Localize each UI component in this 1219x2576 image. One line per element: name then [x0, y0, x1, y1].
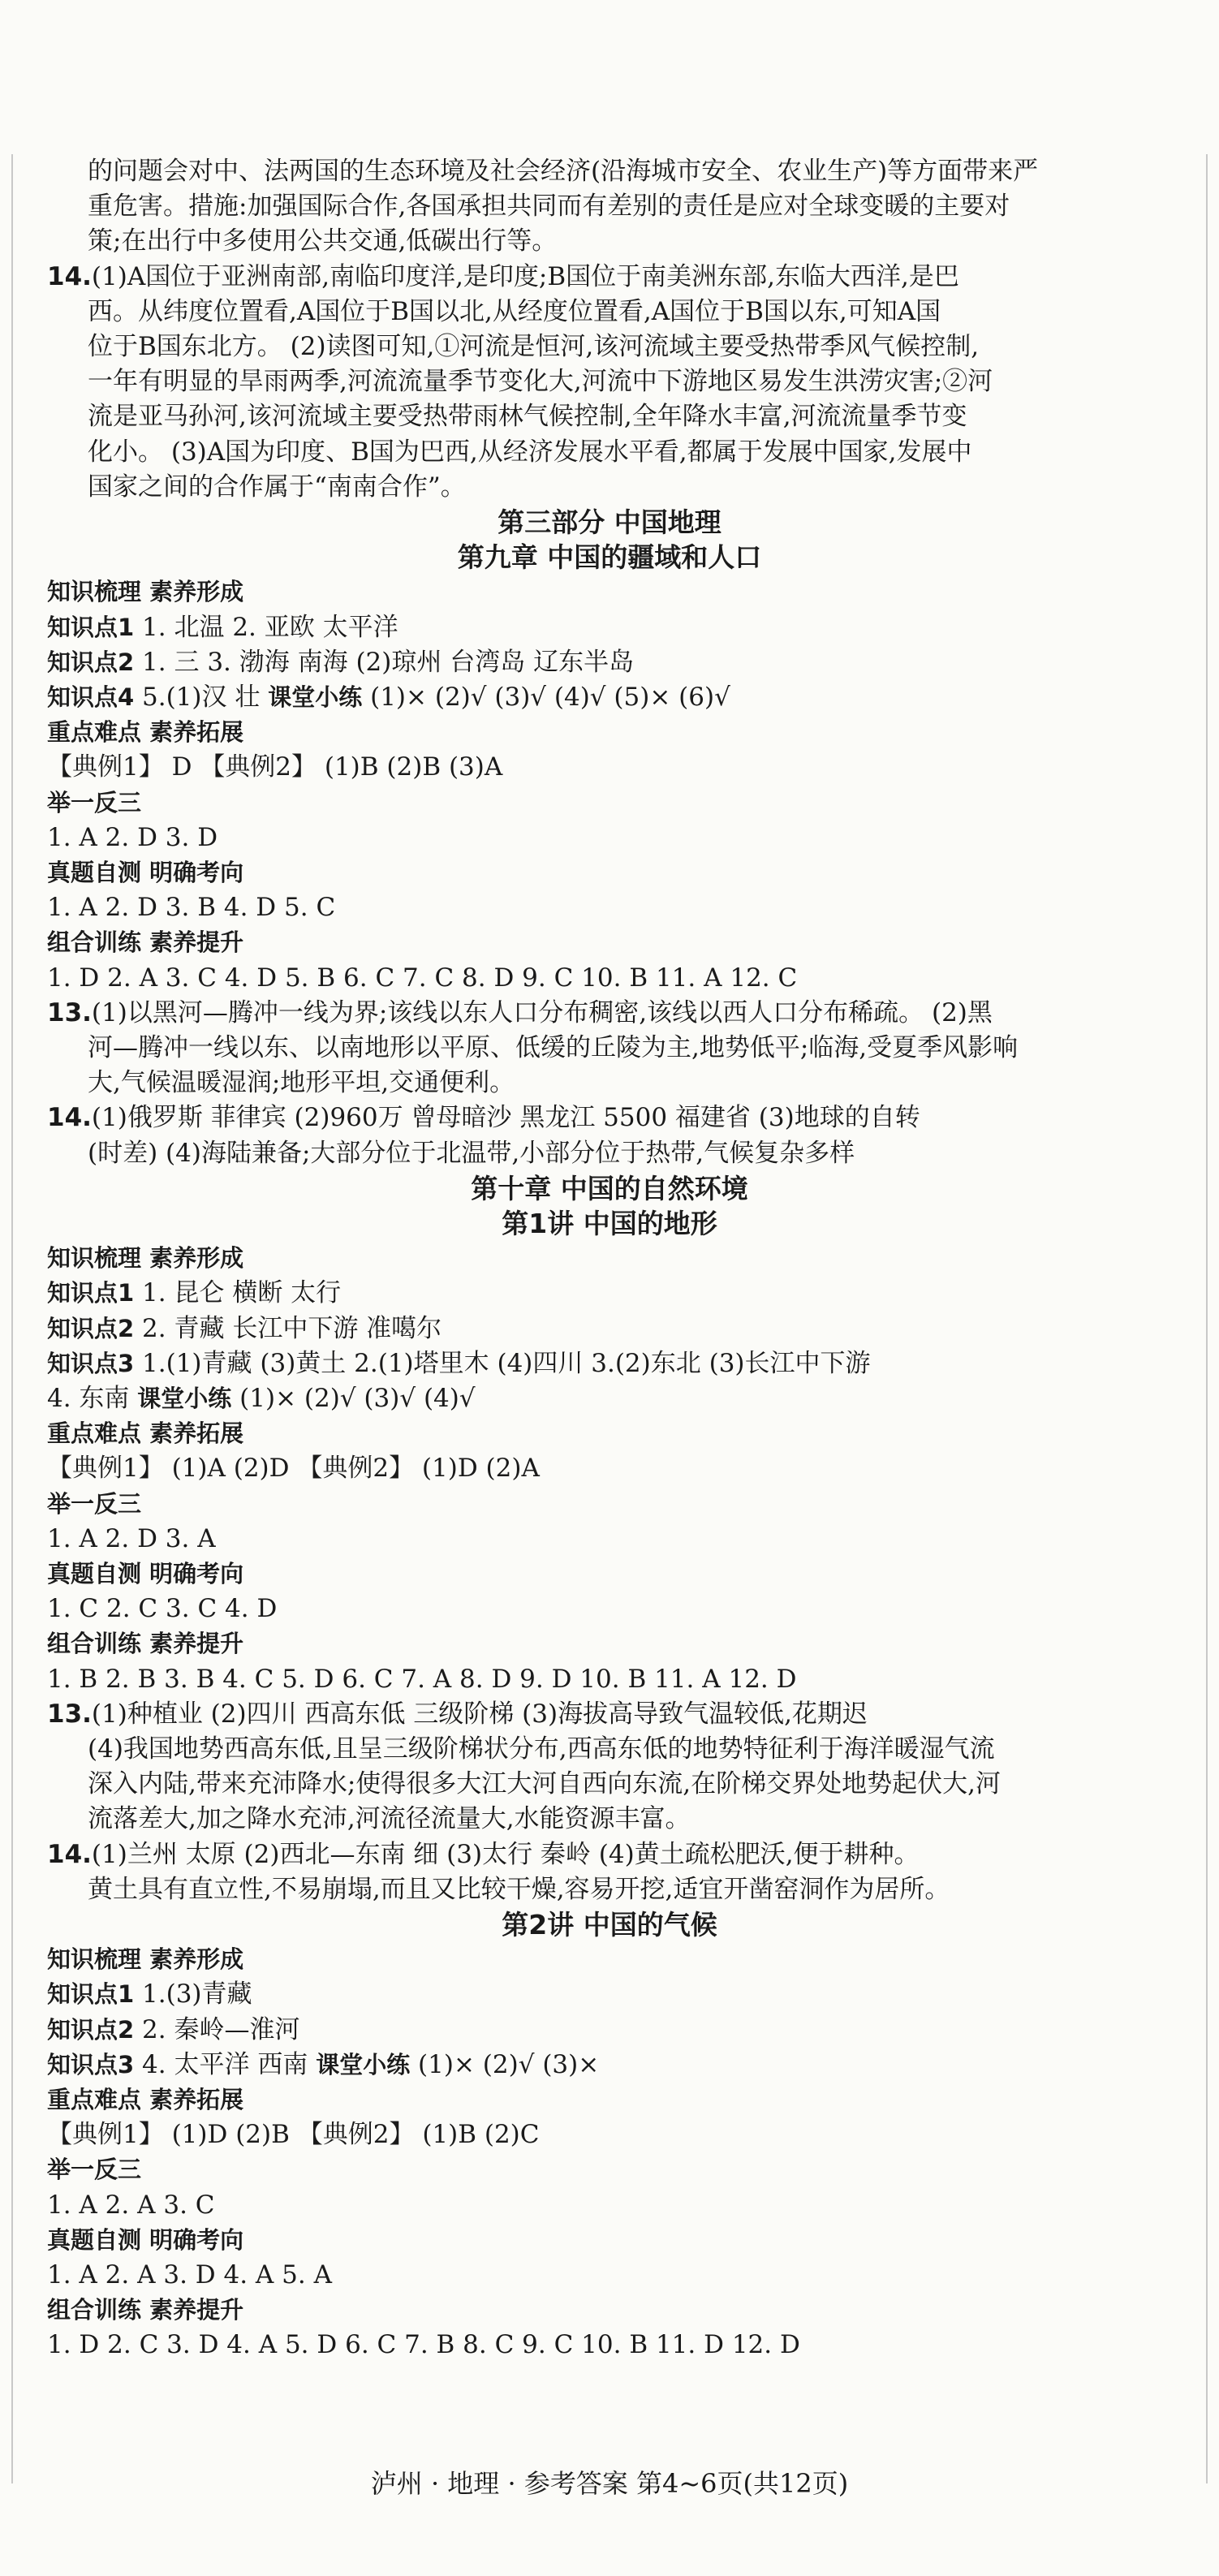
answer-text: 1. 昆仑 横断 太行	[134, 1278, 342, 1308]
answer-line	[47, 1346, 871, 1381]
section-heading: 组合训练 素养提升	[47, 928, 244, 957]
section-title: 第三部分 中国地理	[498, 506, 721, 538]
answer-line	[47, 610, 398, 645]
answer-text: 1. A 2. D 3. A	[47, 1523, 216, 1553]
page-footer: 泸州 · 地理 · 参考答案 第4~6页(共12页)	[370, 2468, 849, 2499]
answer-line	[47, 1241, 243, 1276]
answer-line	[47, 1626, 243, 1661]
answer-text: (1)A国位于亚洲南部,南临印度洋,是印度;B国位于南美洲东部,东临大西洋,是巴	[91, 261, 959, 291]
answer-text: 【典例1】 (1)D (2)B 【典例2】 (1)B (2)C	[47, 2120, 540, 2150]
answer-line	[47, 2013, 299, 2048]
answer-line	[47, 2152, 141, 2187]
section-heading: 知识梳理 素养形成	[47, 1244, 244, 1273]
section-heading: 知识点1	[47, 1980, 135, 2009]
answer-text: 1.(3)青藏	[134, 1979, 252, 2010]
answer-text: 1. A 2. A 3. C	[47, 2190, 215, 2220]
answer-text: (1)以黑河—腾冲一线为界;该线以东人口分布稠密,该线以西人口分布稀疏。 (2)黑	[91, 997, 993, 1027]
question-number: 14.	[47, 1839, 92, 1869]
answer-line	[47, 1487, 141, 1522]
answer-line	[88, 154, 1038, 189]
answer-line	[88, 189, 1010, 224]
section-heading: 重点难点 素养拓展	[47, 2086, 244, 2113]
answer-line	[88, 224, 557, 259]
answer-text: 深入内陆,带来充沛降水;使得很多大江大河自西向东流,在阶梯交界处地势起伏大,河	[88, 1769, 1001, 1799]
section-heading: 知识点1	[47, 613, 135, 641]
answer-line	[47, 2293, 243, 2328]
question-number: 13.	[47, 997, 92, 1027]
answer-text: 流落差大,加之降水充沛,河流径流量大,水能资源丰富。	[88, 1804, 691, 1834]
answer-text: 流是亚马孙河,该河流域主要受热带雨林气候控制,全年降水丰富,河流流量季节变	[88, 402, 967, 432]
answer-line	[47, 890, 335, 925]
answer-text: (1)兰州 太原 (2)西北—东南 细 (3)太行 秦岭 (4)黄土疏松肥沃,便于耕种。	[91, 1839, 920, 1869]
section-heading: 真题自测 明确考向	[47, 1560, 244, 1587]
answer-line	[47, 1942, 243, 1977]
answer-text: 重危害。措施:加强国际合作,各国承担共同而有差别的责任是应对全球变暖的主要对	[88, 192, 1010, 222]
answer-line	[88, 399, 967, 434]
section-heading: 知识梳理 素养形成	[47, 1945, 244, 1974]
answer-text: 大,气候温暖湿润;地形平坦,交通便利。	[88, 1068, 515, 1098]
section-heading: 组合训练 素养提升	[47, 2296, 244, 2324]
answer-line	[47, 715, 243, 750]
answer-text: 2. 秦岭—淮河	[134, 2014, 300, 2044]
answer-text: 5.(1)汉 壮	[134, 683, 269, 712]
answer-line	[47, 1697, 868, 1732]
section-heading: 知识点1	[47, 1279, 135, 1307]
answer-line	[47, 1592, 277, 1626]
answer-text: 【典例1】 D 【典例2】 (1)B (2)B (3)A	[47, 752, 503, 782]
answer-line	[88, 1136, 855, 1171]
answer-text: 1. D 2. C 3. D 4. A 5. D 6. C 7. B 8. C 9. C 10. B 11. D 12. D	[47, 2330, 800, 2360]
answer-line	[88, 1802, 691, 1837]
page-border-left	[11, 154, 13, 2483]
answer-text: 位于B国东北方。 (2)读图可知,①河流是恒河,该河流域主要受热带季风气候控制,	[88, 332, 980, 361]
answer-text: 1. D 2. A 3. C 4. D 5. B 6. C 7. C 8. D 9. C 10. B 11. A 12. C	[47, 963, 798, 993]
answer-text: 1. A 2. D 3. D	[47, 822, 218, 852]
answer-text: 的问题会对中、法两国的生态环境及社会经济(沿海城市安全、农业生产)等方面带来严	[88, 157, 1039, 186]
answer-line	[47, 2048, 599, 2083]
answer-line	[47, 961, 797, 996]
answer-line	[47, 996, 993, 1031]
section-heading: 课堂小练	[316, 2050, 411, 2078]
section-heading: 真题自测 明确考向	[47, 859, 244, 886]
answer-text: 西。从纬度位置看,A国位于B国以北,从经度位置看,A国位于B国以东,可知A国	[88, 296, 941, 326]
section-heading: 知识点4	[47, 683, 135, 711]
answer-line	[47, 680, 730, 715]
answer-text: (时差) (4)海陆兼备;大部分位于北温带,小部分位于热带,气候复杂多样	[88, 1138, 855, 1168]
answer-line	[47, 575, 243, 610]
section-heading: 知识点3	[47, 2050, 135, 2078]
section-heading: 知识点2	[47, 1314, 135, 1342]
answer-text: 1. B 2. B 3. B 4. C 5. D 6. C 7. A 8. D 9. D 10. B 11. A 12. D	[47, 1664, 797, 1694]
answer-text: 国家之间的合作属于“南南合作”。	[88, 472, 466, 502]
answer-text: 化小。 (3)A国为印度、B国为巴西,从经济发展水平看,都属于发展中国家,发展中	[88, 437, 972, 467]
question-number: 14.	[47, 1103, 92, 1133]
section-heading: 真题自测 明确考向	[47, 2225, 244, 2254]
answer-line	[88, 295, 941, 330]
answer-text: 1. A 2. A 3. D 4. A 5. A	[47, 2260, 332, 2290]
answer-line	[47, 1101, 920, 1135]
answer-text: (1)× (2)√ (3)√ (4)√ (5)× (6)√	[362, 683, 730, 712]
answer-text: 4. 东南	[47, 1384, 138, 1413]
answer-line	[47, 2117, 540, 2152]
answer-text: 河—腾冲一线以东、以南地形以平原、低缓的丘陵为主,地势低平;临海,受夏季风影响	[88, 1033, 1019, 1062]
answer-text: 策;在出行中多使用公共交通,低碳出行等。	[88, 226, 558, 256]
section-heading: 知识点3	[47, 1349, 135, 1377]
answer-line	[47, 1522, 216, 1557]
answer-line	[47, 2083, 243, 2117]
section-heading: 重点难点 素养拓展	[47, 1419, 244, 1448]
answer-line	[47, 855, 243, 890]
answer-line	[47, 1381, 476, 1416]
section-heading: 课堂小练	[137, 1385, 232, 1412]
answer-text: (1)种植业 (2)四川 西高东低 三级阶梯 (3)海拔高导致气温较低,花期迟	[91, 1699, 868, 1729]
page-border-right	[1206, 154, 1208, 2483]
answer-text: 黄土具有直立性,不易崩塌,而且又比较干燥,容易开挖,适宜开凿窑洞作为居所。	[88, 1874, 950, 1904]
answer-line	[47, 2328, 800, 2363]
section-heading: 组合训练 素养提升	[47, 1630, 244, 1658]
answer-line	[47, 1837, 920, 1872]
section-heading: 重点难点 素养拓展	[47, 718, 244, 747]
answer-text: 1. 三 3. 渤海 南海 (2)琼州 台湾岛 辽东半岛	[134, 647, 635, 677]
answer-text: 【典例1】 (1)A (2)D 【典例2】 (1)D (2)A	[47, 1454, 540, 1484]
section-heading: 课堂小练	[268, 683, 363, 711]
answer-line	[88, 1031, 1018, 1066]
answer-line	[88, 1066, 515, 1101]
answer-line	[47, 821, 218, 855]
section-heading: 举一反三	[47, 788, 142, 816]
answer-line	[47, 1662, 797, 1697]
section-heading: 知识梳理 素养形成	[47, 578, 244, 606]
answer-line	[88, 435, 972, 470]
answer-line	[47, 1557, 243, 1592]
section-heading: 举一反三	[47, 2156, 142, 2184]
answer-line	[47, 750, 502, 785]
answer-text: 4. 太平洋 西南	[134, 2049, 317, 2079]
answer-text: (1)× (2)√ (3)√ (4)√	[231, 1384, 476, 1413]
answer-text: 一年有明显的旱雨两季,河流流量季节变化大,河流中下游地区易发生洪涝灾害;②河	[88, 367, 993, 397]
answer-line	[47, 2258, 332, 2293]
answer-line	[88, 470, 466, 505]
answer-line	[47, 2188, 215, 2223]
answer-line	[47, 1276, 341, 1311]
answer-line	[88, 330, 979, 364]
answer-text: (1)× (2)√ (3)×	[410, 2049, 600, 2079]
section-heading: 知识点2	[47, 2015, 135, 2044]
section-heading: 知识点2	[47, 648, 135, 676]
answer-line	[47, 1977, 252, 2012]
section-title: 第十章 中国的自然环境	[471, 1172, 748, 1204]
question-number: 14.	[47, 261, 92, 291]
answer-line	[88, 1872, 950, 1907]
answer-text: (4)我国地势西高东低,且呈三级阶梯状分布,西高东低的地势特征利于海洋暖湿气流	[88, 1734, 995, 1764]
answer-text: 1. A 2. D 3. B 4. D 5. C	[47, 893, 336, 923]
answer-line	[88, 364, 993, 399]
answer-line	[47, 260, 959, 295]
answer-line	[47, 2223, 243, 2258]
answer-line	[47, 1451, 540, 1486]
question-number: 13.	[47, 1699, 92, 1729]
answer-text: 1. C 2. C 3. C 4. D	[47, 1594, 278, 1624]
answer-text: 1. 北温 2. 亚欧 太平洋	[134, 612, 398, 642]
answer-line	[88, 1767, 1001, 1802]
answer-text: (1)俄罗斯 菲律宾 (2)960万 曾母暗沙 黑龙江 5500 福建省 (3)地球的自转	[91, 1103, 920, 1133]
section-title: 第九章 中国的疆域和人口	[457, 541, 762, 574]
answer-line	[47, 1312, 442, 1346]
answer-line	[88, 1732, 995, 1767]
section-title: 第1讲 中国的地形	[502, 1208, 717, 1239]
answer-line	[47, 645, 634, 680]
answer-line	[47, 925, 243, 960]
answer-line	[47, 786, 141, 821]
section-heading: 举一反三	[47, 1489, 142, 1518]
section-title: 第2讲 中国的气候	[502, 1909, 717, 1941]
answer-line	[47, 1416, 243, 1451]
answer-text: 2. 青藏 长江中下游 准噶尔	[134, 1313, 442, 1343]
answer-text: 1.(1)青藏 (3)黄土 2.(1)塔里木 (4)四川 3.(2)东北 (3)长江中下游	[134, 1348, 871, 1378]
